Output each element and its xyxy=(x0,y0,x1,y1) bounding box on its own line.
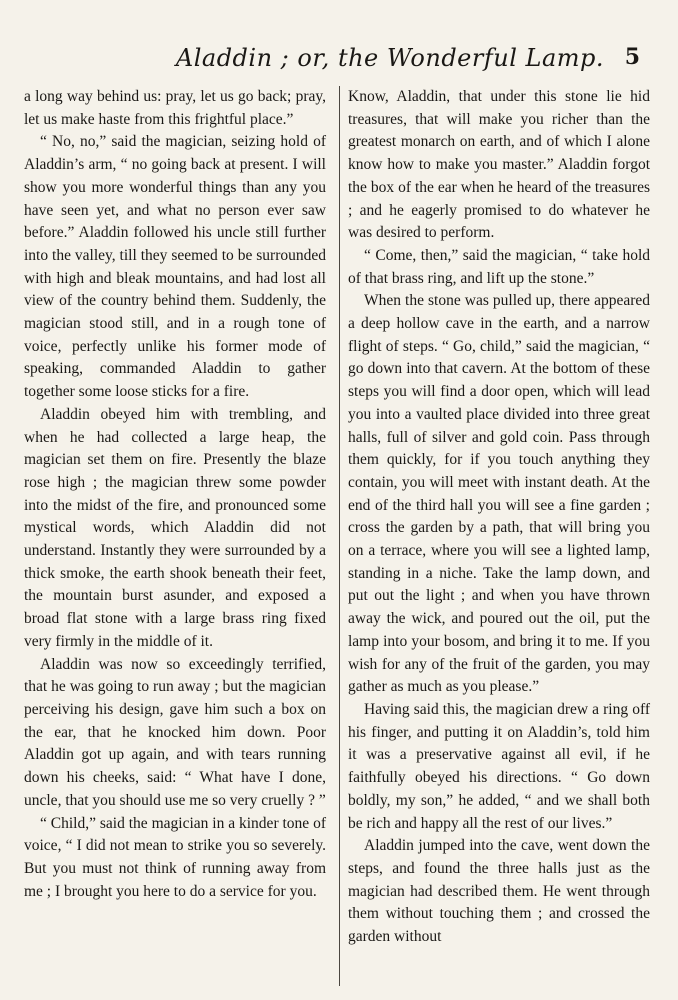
running-head xyxy=(24,44,650,84)
right-column xyxy=(348,86,650,949)
paragraph: “ No, no,” said the magician, seizing hold of Aladdin’s arm, “ no going back at present. I will show you more wonderful things than any you have seen yet, and what no person ever saw before.” Aladdin followed his uncle still further into the valley, till they seemed to be surrounded with high and bleak mountains, and had lost all view of the country behind them. Suddenly, the magician stood still, and in a rough tone of voice, perfectly unlike his former mode of speaking, commanded Aladdin to gather together some loose sticks for a fire. xyxy=(24,133,326,401)
paragraph: “ Come, then,” said the magician, “ take hold of that brass ring, and lift up the stone.” xyxy=(348,246,650,287)
column-divider xyxy=(339,86,340,986)
text-columns xyxy=(24,86,650,949)
paragraph: Know, Aladdin, that under this stone lie hid treasures, that will make you richer than the greatest monarch on earth, and of which I alone know how to make you master.” Aladdin forgot the box of the ear when he heard of the treasures ; and he eagerly promised to do whatever he was desired to perform. xyxy=(348,88,650,242)
running-head-title: Aladdin ; or, the Wonderful Lamp. xyxy=(175,44,604,72)
paragraph: a long way behind us: pray, let us go back; pray, let us make haste from this frightful place.” xyxy=(24,88,326,128)
left-column xyxy=(24,86,326,949)
paragraph: When the stone was pulled up, there appeared a deep hollow cave in the earth, and a narrow flight of steps. “ Go, child,” said the magician, “ go down into that cavern. At the bottom of these steps you will find a door open, which will lead you into a vaulted place divided into three great halls, full of silver and gold coin. Pass through them quickly, for if you touch anything they contain, you will meet with instant death. At the end of the third hall you will see a fine garden ; cross the garden by a path, that will bring you on a terrace, where you will see a lighted lamp, standing in a niche. Take the lamp down, and put out the light ; and when you have thrown away the wick, and poured out the oil, put the lamp into your bosom, and bring it to me. If you wish for any of the fruit of the garden, you may gather as much as you please.” xyxy=(348,292,650,696)
page-number: 5 xyxy=(624,44,640,70)
paragraph: Aladdin obeyed him with trembling, and when he had collected a large heap, the magician set them on fire. Presently the blaze rose high ; the magician threw some powder into the midst of the fire, and pronounced some mystical words, which Aladdin did not understand. Instantly they were surrounded by a thick smoke, the earth shook beneath their feet, the mountain burst asunder, and exposed a broad flat stone with a large brass ring fixed very firmly in the middle of it. xyxy=(24,405,326,650)
paragraph: Aladdin was now so exceedingly terrified, that he was going to run away ; but the magician perceiving his design, gave him such a box on the ear, that he knocked him down. Poor Aladdin got up again, and with tears running down his cheeks, said: “ What have I done, uncle, that you should use me so very cruelly ? ” xyxy=(24,655,326,809)
paragraph: Having said this, the magician drew a ring off his finger, and putting it on Aladdin’s, told him it was a preservative against all evil, if he faithfully obeyed his directions. “ Go down boldly, my son,” he added, “ and we shall both be rich and happy all the rest of our lives.” xyxy=(348,700,650,832)
paragraph: Aladdin jumped into the cave, went down the steps, and found the three halls just as the magician had described them. He went through them without touching them ; and crossed the garden without xyxy=(348,837,650,946)
paragraph: “ Child,” said the magician in a kinder tone of voice, “ I did not mean to strike you so severely. But you must not think of running away from me ; I brought you here to do a service for you. xyxy=(24,814,326,900)
